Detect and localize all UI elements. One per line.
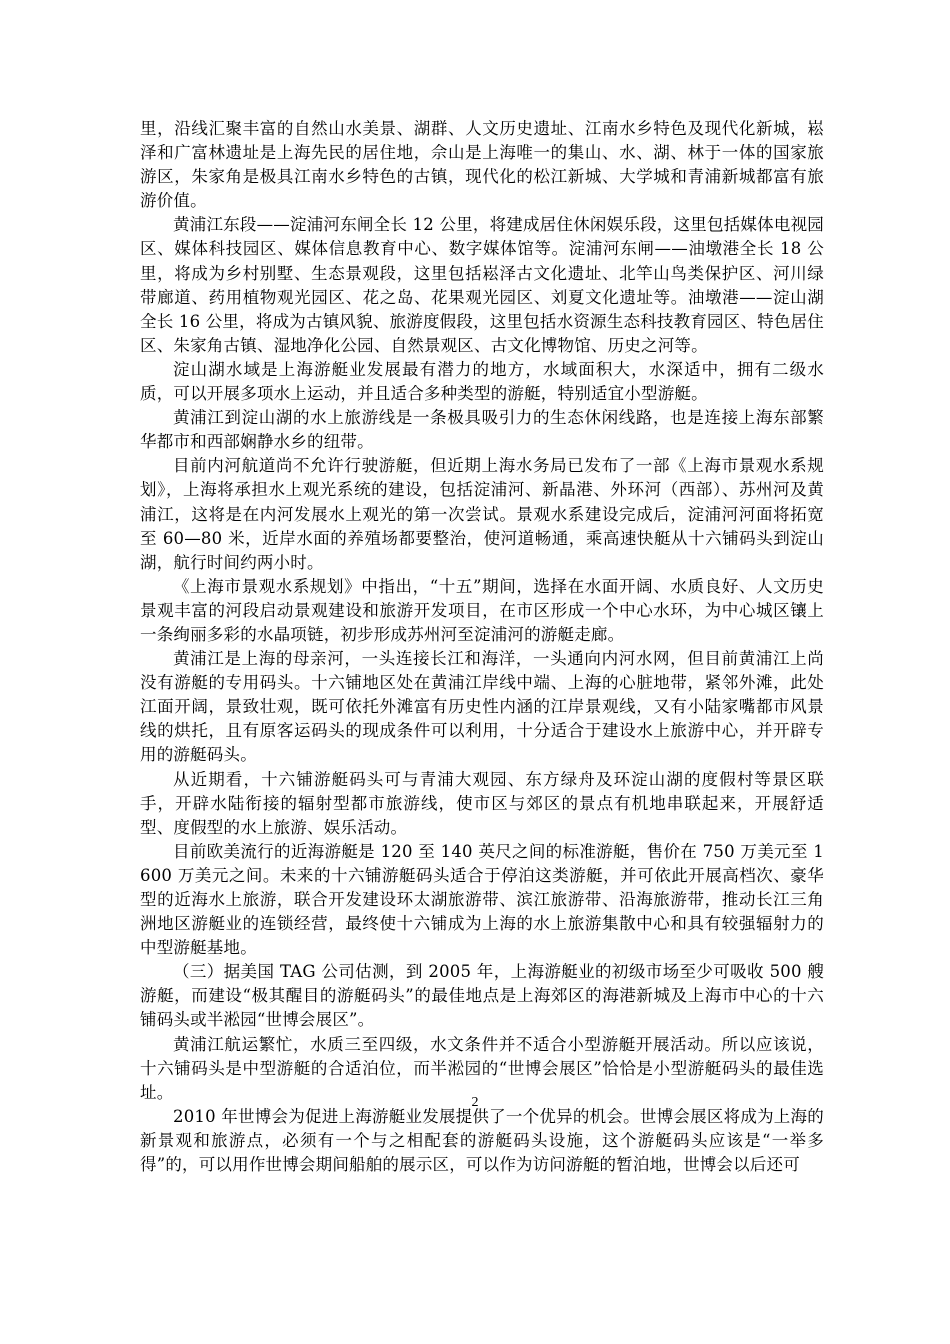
paragraph: 目前内河航道尚不允许行驶游艇，但近期上海水务局已发布了一部《上海市景观水系规划》，上海将承担水上观光系统的建设，包括淀浦河、新晶港、外环河（西部）、苏州河及黄浦江，这将是在内河发展水上观光的第一次尝试。景观水系建设完成后，淀浦河河面将拓宽至 60—80 米，近岸水面的养殖场都要整治，使河道畅通，乘高速快艇从十六铺码头到淀山湖，航行时间约两小时。 bbox=[140, 456, 824, 572]
paragraph: 2010 年世博会为促进上海游艇业发展提供了一个优异的机会。世博会展区将成为上海的新景观和旅游点，必须有一个与之相配套的游艇码头设施，这个游艇码头应该是“一举多得”的，可以用作世博会期间船舶的展示区，可以作为访问游艇的暂泊地，世博会以后还可 bbox=[140, 1106, 824, 1175]
paragraph: 《上海市景观水系规划》中指出，“十五”期间，选择在水面开阔、水质良好、人文历史景观丰富的河段启动景观建设和旅游开发项目，在市区形成一个中心水环，为中心城区镶上一条绚丽多彩的水晶项链，初步形成苏州河至淀浦河的游艇走廊。 bbox=[140, 576, 824, 644]
paragraph: 黄浦江航运繁忙，水质三至四级，水文条件并不适合小型游艇开展活动。所以应该说，十六铺码头是中型游艇的合适泊位，而半淞园的“世博会展区”恰恰是小型游艇码头的最佳选址。 bbox=[140, 1034, 824, 1102]
paragraph: （三）据美国 TAG 公司估测，到 2005 年，上海游艇业的初级市场至少可吸收 500 艘游艇，而建设“极其醒目的游艇码头”的最佳地点是上海郊区的海港新城及上海市中心的十六铺码头或半淞园“世博会展区”。 bbox=[140, 962, 824, 1030]
paragraph: 目前欧美流行的近海游艇是 120 至 140 英尺之间的标准游艇，售价在 750 万美元至 1600 万美元之间。未来的十六铺游艇码头适合于停泊这类游艇，并可依此开展高档次、豪华型的近海水上旅游，联合开发建设环太湖旅游带、滨江旅游带、沿海旅游带，推动长江三角洲地区游艇业的连锁经营，最终使十六铺成为上海的水上旅游集散中心和具有较强辐射力的中型游艇基地。 bbox=[140, 841, 824, 958]
paragraph: 黄浦江到淀山湖的水上旅游线是一条极具吸引力的生态休闲线路，也是连接上海东部繁华都市和西部娴静水乡的纽带。 bbox=[140, 408, 824, 452]
page-number: 2 bbox=[471, 1095, 479, 1110]
body-text bbox=[140, 117, 824, 1177]
paragraph: 黄浦江是上海的母亲河，一头连接长江和海洋，一头通向内河水网，但目前黄浦江上尚没有游艇的专用码头。十六铺地区处在黄浦江岸线中端、上海的心脏地带，紧邻外滩，此处江面开阔，景致壮观，既可依托外滩富有历史性内涵的江岸景观线，又有小陆家嘴都市风景线的烘托，且有原客运码头的现成条件可以利用，十分适合于建设水上旅游中心，并开辟专用的游艇码头。 bbox=[140, 649, 824, 765]
paragraph: 淀山湖水域是上海游艇业发展最有潜力的地方，水域面积大，水深适中，拥有二级水质，可以开展多项水上运动，并且适合多种类型的游艇，特别适宜小型游艇。 bbox=[140, 359, 824, 404]
paragraph: 从近期看，十六铺游艇码头可与青浦大观园、东方绿舟及环淀山湖的度假村等景区联手，开辟水陆衔接的辐射型都市旅游线，使市区与郊区的景点有机地串联起来，开展舒适型、度假型的水上旅游、娱乐活动。 bbox=[140, 769, 824, 837]
paragraph: 里，沿线汇聚丰富的自然山水美景、湖群、人文历史遗址、江南水乡特色及现代化新城，崧泽和广富林遗址是上海先民的居住地，佘山是上海唯一的集山、水、湖、林于一体的国家旅游区，朱家角是极具江南水乡特色的古镇，现代化的松江新城、大学城和青浦新城都富有旅游价值。 bbox=[140, 119, 824, 211]
paragraph: 黄浦江东段——淀浦河东闸全长 12 公里，将建成居住休闲娱乐段，这里包括媒体电视园区、媒体科技园区、媒体信息教育中心、数字媒体馆等。淀浦河东闸——油墩港全长 18 公里，将成为乡村别墅、生态景观段，这里包括崧泽古文化遗址、北竿山鸟类保护区、河川绿带廊道、药用植物观光园区、花之岛、花果观光园区、刘夏文化遗址等。油墩港——淀山湖全长 16 公里，将成为古镇风貌、旅游度假段，这里包括水资源生态科技教育园区、特色居住区、朱家角古镇、湿地净化公园、自然景观区、古文化博物馆、历史之河等。 bbox=[140, 215, 824, 355]
